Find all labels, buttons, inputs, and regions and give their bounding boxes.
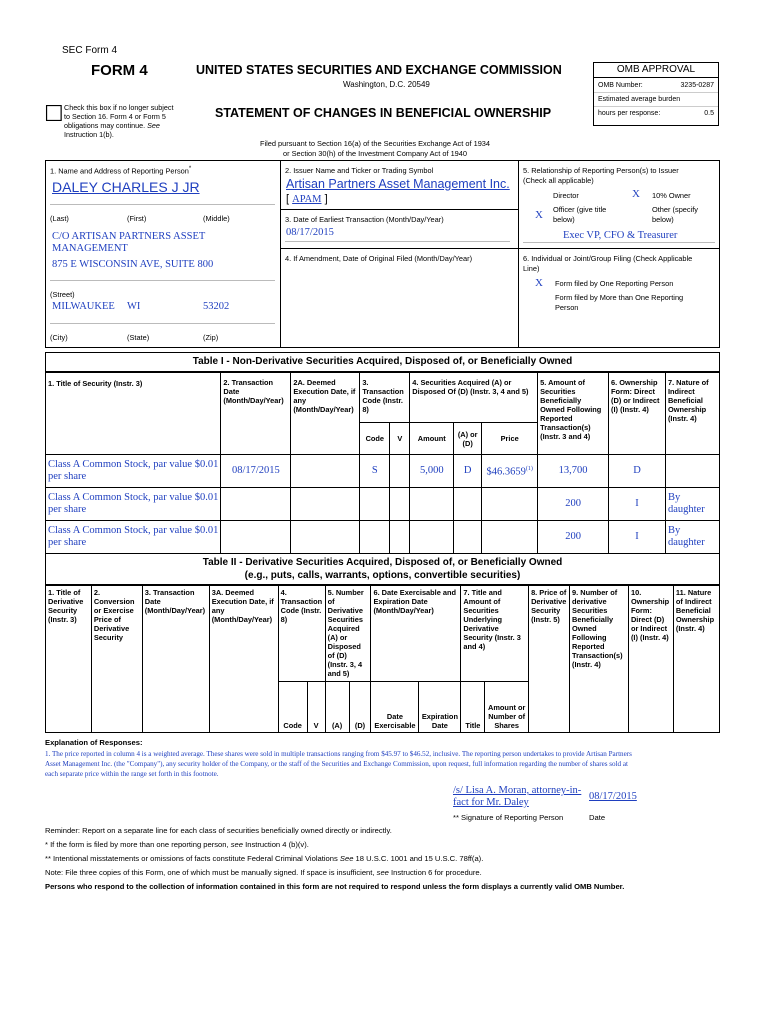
t2-sub-a: (A) xyxy=(325,682,349,733)
t2-h3a: 3A. Deemed Execution Date, if any (Month/Day/Year) xyxy=(209,586,278,733)
issuer-label: 2. Issuer Name and Ticker or Trading Symbol xyxy=(285,166,434,175)
city-value: MILWAUKEE xyxy=(52,301,115,312)
t2-sub-code: Code xyxy=(278,682,307,733)
filed-pursuant: Filed pursuant to Section 16(a) of the Securities Exchange Act of 1934 or Section 30(h) of the Investment Company Act of 1940 xyxy=(259,139,491,158)
t2-sub-exercisable: Date Exercisable xyxy=(371,682,419,733)
t1-h2a: 2A. Deemed Execution Date, if any (Month/Day/Year) xyxy=(291,373,360,455)
no-longer-subject-checkbox[interactable]: ☐ xyxy=(44,102,64,127)
note-copies: Note: File three copies of this Form, one of which must be manually signed. If space is insufficient, see Instruction 6 for procedure. xyxy=(45,868,482,877)
t2-h1: 1. Title of Derivative Security (Instr. 3) xyxy=(46,586,92,733)
table-1-title: Table I - Non-Derivative Securities Acquired, Disposed of, or Beneficially Owned xyxy=(192,356,573,367)
address-line-3: 875 E WISCONSIN AVE, SUITE 800 xyxy=(52,259,214,270)
state-label: (State) xyxy=(127,333,150,342)
t2-h11: 11. Nature of Indirect Beneficial Ownership (Instr. 4) xyxy=(673,586,719,733)
t2-h7: 7. Title and Amount of Securities Underlying Derivative Security (Instr. 3 and 4) xyxy=(461,586,529,682)
issuer-ticker: [ APAM ] xyxy=(286,193,328,205)
amendment-label: 4. If Amendment, Date of Original Filed (Month/Day/Year) xyxy=(285,254,473,263)
table-row: Class A Common Stock, par value $0.01 per share 08/17/2015 S 5,000 D $46.3659$^{(1)}$ 13,700 D xyxy=(46,455,720,488)
officer-label: Officer (give title below) xyxy=(553,205,607,224)
signature-date: 08/17/2015 xyxy=(589,791,637,802)
director-label: Director xyxy=(553,191,579,200)
t1-sub-aord: (A) or (D) xyxy=(454,423,482,455)
last-label: (Last) xyxy=(50,214,69,223)
t2-sub-title: Title xyxy=(461,682,485,733)
t2-h2: 2. Conversion or Exercise Price of Derivative Security xyxy=(91,586,142,733)
omb-number-value: 3235-0287 xyxy=(680,82,714,89)
city-label: (City) xyxy=(50,333,68,342)
table-row: Class A Common Stock, par value $0.01 per share 200 I By daughter xyxy=(46,488,720,521)
sec-form-label: SEC Form 4 xyxy=(62,45,118,56)
one-person-mark: X xyxy=(535,277,543,289)
more-person-label: Form filed by More than One Reporting Person xyxy=(555,293,684,312)
one-person-label: Form filed by One Reporting Person xyxy=(555,279,674,288)
commission-location: Washington, D.C. 20549 xyxy=(343,80,430,89)
t1-sub-code: Code xyxy=(360,423,390,455)
table-2 xyxy=(45,585,720,733)
street-label: (Street) xyxy=(50,290,75,299)
statement-title: STATEMENT OF CHANGES IN BENEFICIAL OWNERSHIP xyxy=(215,106,552,120)
table-1 xyxy=(45,372,720,554)
t1-h2: 2. Transaction Date (Month/Day/Year) xyxy=(221,373,291,455)
t2-sub-expiration: Expiration Date xyxy=(419,682,461,733)
reporting-person-label: 1. Name and Address of Reporting Person* xyxy=(50,166,192,176)
t1-sub-amount: Amount xyxy=(410,423,454,455)
reminder-note: Reminder: Report on a separate line for each class of securities beneficially owned directly or indirectly. xyxy=(45,826,392,835)
t2-sub-d: (D) xyxy=(349,682,371,733)
checkbox-instructions: Check this box if no longer subject to Section 16. Form 4 or Form 5 obligations may continue. See Instruction 1(b). xyxy=(64,103,174,139)
note-misstatements: ** Intentional misstatements or omissions of facts constitute Federal Criminal Violations See 18 U.S.C. 1001 and 15 U.S.C. 78ff(a). xyxy=(45,854,484,863)
t1-h5: 5. Amount of Securities Beneficially Owned Following Reported Transaction(s) (Instr. 3 and 4) xyxy=(538,373,609,455)
ten-pct-label: 10% Owner xyxy=(652,191,691,200)
ten-pct-mark: X xyxy=(632,188,640,200)
omb-number-label: OMB Number: xyxy=(598,82,643,89)
t1-h4: 4. Securities Acquired (A) or Disposed Of (D) (Instr. 3, 4 and 5) xyxy=(410,373,538,423)
signature-value: /s/ Lisa A. Moran, attorney-in- fact for Mr. Daley xyxy=(453,785,582,808)
address-line-2: MANAGEMENT xyxy=(52,243,128,254)
t1-h1: 1. Title of Security (Instr. 3) xyxy=(46,373,221,455)
zip-label: (Zip) xyxy=(203,333,219,342)
t2-h3: 3. Transaction Date (Month/Day/Year) xyxy=(142,586,209,733)
t2-h9: 9. Number of derivative Securities Beneficially Owned Following Reported Transaction(s) (Instr. 4) xyxy=(570,586,629,733)
omb-title: OMB APPROVAL xyxy=(594,63,718,78)
relationship-label: 5. Relationship of Reporting Person(s) to Issuer (Check all applicable) xyxy=(523,166,679,185)
officer-mark: X xyxy=(535,209,543,221)
earliest-date-label: 3. Date of Earliest Transaction (Month/Day/Year) xyxy=(285,215,444,224)
earliest-date-value: 08/17/2015 xyxy=(286,227,334,238)
date-label: Date xyxy=(589,813,606,822)
first-label: (First) xyxy=(127,214,147,223)
issuer-name: Artisan Partners Asset Management Inc. xyxy=(286,177,510,191)
t2-sub-v: V xyxy=(307,682,325,733)
omb-burden-label: Estimated average burden xyxy=(598,96,681,103)
address-line-1: C/O ARTISAN PARTNERS ASSET xyxy=(52,231,206,242)
table-row: Class A Common Stock, par value $0.01 per share 200 I By daughter xyxy=(46,521,720,554)
t2-h5: 5. Number of Derivative Securities Acquired (A) or Disposed of (D) (Instr. 3, 4 and 5) xyxy=(325,586,371,682)
explanation-label: Explanation of Responses: xyxy=(45,738,143,747)
state-value: WI xyxy=(127,301,141,312)
omb-hours-label: hours per response: xyxy=(598,110,661,117)
t1-h7: 7. Nature of Indirect Beneficial Ownership (Instr. 4) xyxy=(665,373,719,455)
omb-hours-value: 0.5 xyxy=(704,110,714,117)
t1-sub-v: V xyxy=(390,423,410,455)
note-omb-persons: Persons who respond to the collection of information contained in this form are not required to respond unless the form displays a currently valid OMB Number. xyxy=(45,882,625,891)
t2-h6: 6. Date Exercisable and Expiration Date (Month/Day/Year) xyxy=(371,586,461,682)
note-multiple-persons: * If the form is filed by more than one reporting person, see Instruction 4 (b)(v). xyxy=(45,840,309,849)
t2-h10: 10. Ownership Form: Direct (D) or Indirect (I) (Instr. 4) xyxy=(628,586,673,733)
filing-label: 6. Individual or Joint/Group Filing (Check Applicable Line) xyxy=(523,254,693,273)
t1-h3: 3. Transaction Code (Instr. 8) xyxy=(360,373,410,423)
t1-h6: 6. Ownership Form: Direct (D) or Indirect (I) (Instr. 4) xyxy=(609,373,666,455)
t2-h4: 4. Transaction Code (Instr. 8) xyxy=(278,586,325,682)
explanation-text: 1. The price reported in column 4 is a weighted average. These shares were sold in multiple transactions ranging from $45.97 to $46.52, inclusive. The reporting person undertakes to provide Artisan Partners Asset Management Inc. (the "Company"), any security holder of the Company, or the staff of the Securities and Exchange Commission, upon request, full information regarding the number of shares sold at each separate price within the range set forth in this footnote. xyxy=(45,750,632,778)
officer-title: Exec VP, CFO & Treasurer xyxy=(563,230,678,241)
t2-sub-amount: Amount or Number of Shares xyxy=(485,682,529,733)
zip-value: 53202 xyxy=(203,301,230,312)
form-title: FORM 4 xyxy=(91,62,148,79)
table-2-title: Table II - Derivative Securities Acquired, Disposed of, or Beneficially Owned (e.g., puts, calls, warrants, options, convertible securities) xyxy=(202,557,563,581)
middle-label: (Middle) xyxy=(203,214,230,223)
t2-h8: 8. Price of Derivative Security (Instr. 5) xyxy=(529,586,570,733)
reporting-person-name: DALEY CHARLES J JR xyxy=(52,179,200,195)
omb-approval-box xyxy=(593,62,719,126)
t1-sub-price: Price xyxy=(482,423,538,455)
commission-title: UNITED STATES SECURITIES AND EXCHANGE COMMISSION xyxy=(196,63,562,77)
signature-label: ** Signature of Reporting Person xyxy=(453,813,564,822)
other-label: Other (specify below) xyxy=(652,205,699,224)
